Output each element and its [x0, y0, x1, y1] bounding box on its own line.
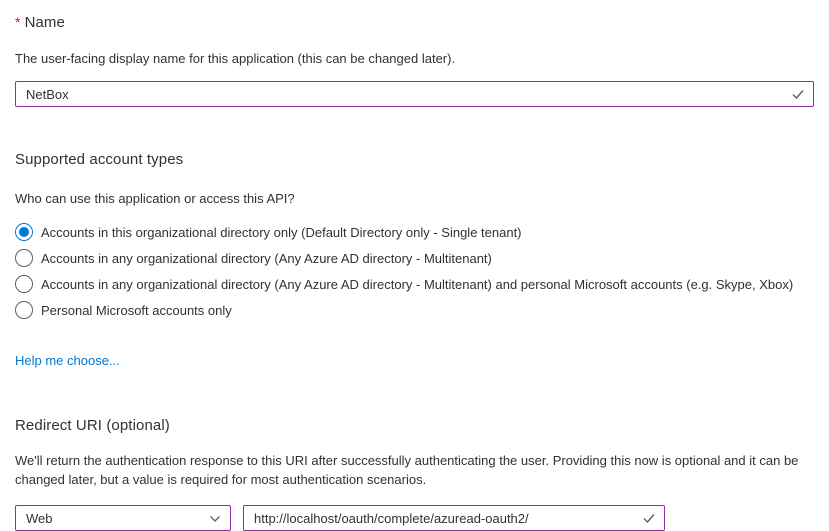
account-type-option-personal-only[interactable]	[15, 301, 814, 319]
option-label: Accounts in any organizational directory (Any Azure AD directory - Multitenant)	[41, 250, 492, 266]
radio-button[interactable]	[15, 301, 33, 319]
account-types-title: Supported account types	[15, 151, 184, 168]
account-type-option-single-tenant[interactable]	[15, 223, 814, 241]
redirect-uri-input[interactable]	[243, 505, 665, 531]
help-me-choose-link[interactable]: Help me choose...	[15, 353, 120, 368]
platform-select-dropdown[interactable]	[15, 505, 231, 531]
option-label: Personal Microsoft accounts only	[41, 302, 232, 318]
radio-button[interactable]	[15, 249, 33, 267]
option-label: Accounts in this organizational directory only (Default Directory only - Single tenant)	[41, 224, 522, 240]
platform-selected-value: Web	[26, 510, 53, 526]
radio-button[interactable]	[15, 275, 33, 293]
chevron-down-icon	[209, 513, 221, 525]
redirect-uri-description: We'll return the authentication response to this URI after successfully authenticating the user. Providing this now is optional and it can be changed later, but a value is required for most authentication scenarios.	[15, 453, 799, 487]
option-label: Accounts in any organizational directory (Any Azure AD directory - Multitenant) and personal Microsoft accounts (e.g. Skype, Xbox)	[41, 276, 794, 292]
name-description: The user-facing display name for this application (this can be changed later).	[15, 51, 456, 66]
required-asterisk: *	[15, 14, 21, 30]
account-type-options	[15, 223, 814, 319]
name-section-heading	[15, 14, 814, 32]
account-type-option-multitenant[interactable]	[15, 249, 814, 267]
redirect-uri-title: Redirect URI (optional)	[15, 417, 170, 434]
account-types-question: Who can use this application or access this API?	[15, 191, 295, 206]
account-type-option-multitenant-personal[interactable]	[15, 275, 814, 293]
radio-button[interactable]	[15, 223, 33, 241]
name-section-title: Name	[24, 14, 65, 31]
app-name-input[interactable]	[15, 81, 814, 107]
